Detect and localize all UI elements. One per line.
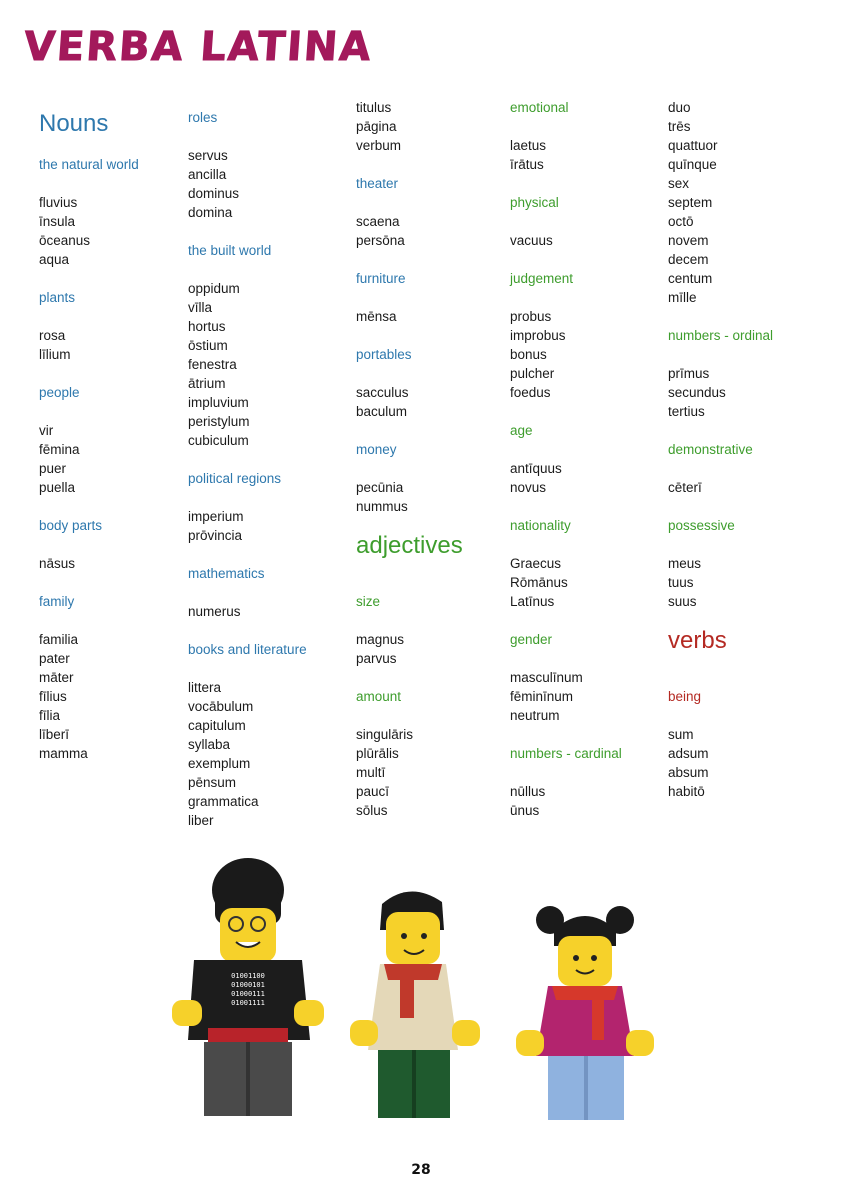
vocab-word: nūllus: [510, 784, 546, 799]
vocab-word: multī: [356, 765, 386, 780]
category-heading: size: [356, 594, 381, 609]
vocab-word: impluvium: [188, 394, 249, 410]
vocab-word: puer: [39, 461, 67, 476]
vocab-word: exemplum: [188, 755, 251, 771]
vocab-word: duo: [668, 100, 691, 115]
shirt-code-4: 01001111: [231, 999, 265, 1007]
vocab-word: grammatica: [188, 793, 259, 809]
vocab-word: domina: [188, 204, 233, 220]
vocab-word: dominus: [188, 185, 240, 201]
vocab-word: syllaba: [188, 736, 231, 752]
vocab-word: sex: [668, 176, 690, 191]
vocab-word: peristylum: [188, 413, 250, 429]
vocab-word: cubiculum: [188, 432, 249, 448]
vocab-word: masculīnum: [510, 670, 583, 685]
vocab-word: fīlia: [39, 708, 61, 723]
category-heading: numbers - ordinal: [668, 328, 774, 343]
category-heading: people: [39, 385, 80, 400]
vocab-word: bonus: [510, 347, 547, 362]
vocab-word: pāgina: [356, 119, 397, 134]
vocab-word: trēs: [668, 119, 691, 134]
vocab-word: numerus: [188, 603, 241, 619]
vocab-word: nāsus: [39, 556, 76, 571]
vocab-word: tuus: [668, 575, 694, 590]
vocab-word: quīnque: [668, 157, 717, 172]
vocab-word: sōlus: [356, 803, 388, 818]
category-heading: books and literature: [188, 641, 307, 657]
vocab-word: probus: [510, 309, 552, 324]
vocab-word: quattuor: [668, 138, 718, 153]
vocab-word: tertius: [668, 404, 705, 419]
vocab-word: novus: [510, 480, 547, 495]
vocab-word: fīlius: [39, 689, 67, 704]
vocab-word: novem: [668, 233, 709, 248]
vocab-word: cēterī: [668, 480, 702, 495]
vocab-word: capitulum: [188, 717, 246, 733]
vocab-word: meus: [668, 556, 702, 571]
vocab-word: vocābulum: [188, 698, 254, 714]
vocab-word: pulcher: [510, 366, 555, 381]
vocab-word: nummus: [356, 499, 408, 514]
vocab-word: antīquus: [510, 461, 562, 476]
vocab-word: mīlle: [668, 290, 697, 305]
vocab-word: oppidum: [188, 280, 240, 296]
vocab-word: centum: [668, 271, 713, 286]
vocab-word: fenestra: [188, 356, 237, 372]
vocab-word: decem: [668, 252, 709, 267]
category-heading: plants: [39, 290, 76, 305]
vocab-word: ātrium: [188, 375, 226, 391]
vocab-word: rosa: [39, 328, 66, 343]
vocab-word: absum: [668, 765, 709, 780]
vocab-word: fluvius: [39, 195, 78, 210]
category-heading: emotional: [510, 100, 569, 115]
vocab-word: līlium: [39, 347, 71, 362]
vocab-word: aqua: [39, 252, 70, 267]
vocab-word: mēnsa: [356, 309, 397, 324]
vocab-word: septem: [668, 195, 713, 210]
category-heading: possessive: [668, 518, 735, 533]
vocab-word: prōvincia: [188, 527, 243, 543]
vocab-word: vacuus: [510, 233, 553, 248]
vocab-word: Latīnus: [510, 594, 555, 609]
category-heading: amount: [356, 689, 402, 704]
vocab-word: neutrum: [510, 708, 560, 723]
category-heading: numbers - cardinal: [510, 746, 622, 761]
vocab-word: ōstium: [188, 337, 228, 353]
vocab-word: magnus: [356, 632, 405, 647]
vocab-word: ūnus: [510, 803, 540, 818]
vocab-word: littera: [188, 679, 222, 695]
category-heading: gender: [510, 632, 553, 647]
vocab-word: ancilla: [188, 166, 227, 182]
vocab-word: octō: [668, 214, 694, 229]
minifigure-woman: [172, 858, 324, 1116]
category-heading: money: [356, 442, 397, 457]
vocab-word: titulus: [356, 100, 392, 115]
category-heading: age: [510, 423, 533, 438]
vocab-word: scaena: [356, 214, 400, 229]
vocab-word: parvus: [356, 651, 397, 666]
category-heading: judgement: [510, 271, 574, 286]
category-heading: theater: [356, 176, 399, 191]
category-heading: the natural world: [39, 157, 139, 172]
vocab-word: Rōmānus: [510, 575, 568, 590]
category-heading: portables: [356, 347, 412, 362]
minifigure-boy: [350, 891, 480, 1118]
category-heading: being: [668, 689, 702, 704]
vocab-word: familia: [39, 632, 79, 647]
vocab-word: vir: [39, 423, 54, 438]
vocab-word: suus: [668, 594, 697, 609]
category-heading: furniture: [356, 271, 406, 286]
vocab-word: persōna: [356, 233, 405, 248]
category-heading: political regions: [188, 470, 282, 486]
vocab-word: puella: [39, 480, 76, 495]
vocab-word: verbum: [356, 138, 402, 153]
vocab-word: ōceanus: [39, 233, 91, 248]
vocab-word: laetus: [510, 138, 547, 153]
category-heading: family: [39, 594, 75, 609]
vocab-word: fēmina: [39, 442, 80, 457]
vocab-word: plūrālis: [356, 746, 399, 761]
vocab-word: sum: [668, 727, 694, 742]
section-heading: adjectives: [356, 532, 463, 559]
vocab-word: pater: [39, 651, 70, 666]
category-heading: roles: [188, 109, 218, 125]
vocab-word: adsum: [668, 746, 709, 761]
vocab-word: mamma: [39, 746, 88, 761]
vocab-word: īrātus: [510, 157, 544, 172]
vocab-word: improbus: [510, 328, 566, 343]
section-heading: verbs: [668, 627, 727, 654]
vocab-word: habitō: [668, 784, 705, 799]
vocab-word: imperium: [188, 508, 244, 524]
category-heading: nationality: [510, 518, 571, 533]
vocab-word: sacculus: [356, 385, 409, 400]
category-heading: mathematics: [188, 565, 265, 581]
vocab-word: līberī: [39, 727, 70, 742]
vocab-word: servus: [188, 147, 228, 163]
vocab-word: Graecus: [510, 556, 562, 571]
vocab-word: liber: [188, 812, 214, 828]
minifigure-girl: [516, 906, 654, 1120]
vocab-word: pecūnia: [356, 480, 404, 495]
page-title: VERBA LATINA: [22, 24, 375, 70]
vocab-word: fēminīnum: [510, 689, 574, 704]
vocab-word: prīmus: [668, 366, 710, 381]
vocab-word: vīlla: [188, 299, 213, 315]
shirt-code-3: 01000111: [231, 990, 265, 998]
category-heading: the built world: [188, 242, 272, 258]
category-heading: demonstrative: [668, 442, 753, 457]
category-heading: body parts: [39, 518, 103, 533]
vocab-word: īnsula: [39, 214, 76, 229]
vocab-word: foedus: [510, 385, 551, 400]
vocab-word: secundus: [668, 385, 726, 400]
vocab-word: baculum: [356, 404, 408, 419]
shirt-code-1: 01001100: [231, 972, 265, 980]
page-number: 28: [411, 1162, 431, 1178]
vocab-word: hortus: [188, 318, 226, 334]
category-heading: physical: [510, 195, 559, 210]
shirt-code-2: 01000101: [231, 981, 265, 989]
section-heading: Nouns: [39, 110, 109, 138]
minifigure-illustration: [160, 850, 680, 1130]
vocab-word: paucī: [356, 784, 390, 799]
vocab-word: singulāris: [356, 727, 414, 742]
vocab-word: māter: [39, 670, 74, 685]
vocab-word: pēnsum: [188, 774, 237, 790]
